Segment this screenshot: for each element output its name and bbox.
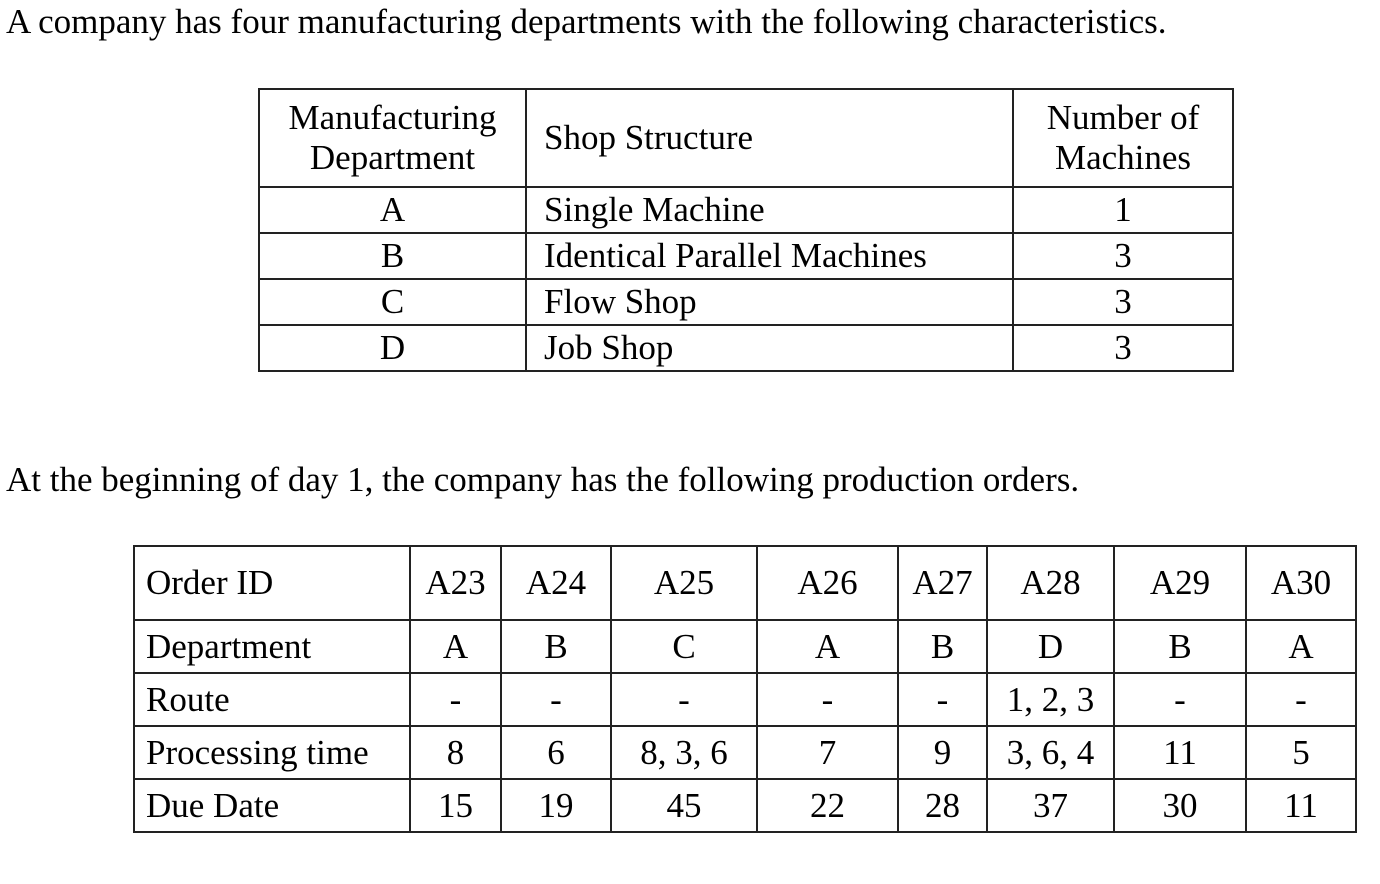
department-cell: B [259,233,526,279]
due-date-row [134,779,1356,832]
structure-cell: Single Machine [526,187,1013,233]
route-cell: - [611,673,757,726]
route-cell: - [1114,673,1246,726]
machines-cell: 3 [1013,279,1233,325]
processing-time-cell: 9 [898,726,987,779]
order-id-row [134,546,1356,620]
department-cell: A [1246,620,1356,673]
department-cell: A [410,620,501,673]
order-id-cell: A27 [898,546,987,620]
processing-time-cell: 7 [757,726,898,779]
department-cell: B [898,620,987,673]
table-row [259,325,1233,371]
structure-cell: Identical Parallel Machines [526,233,1013,279]
due-date-cell: 28 [898,779,987,832]
machines-cell: 3 [1013,233,1233,279]
label-route: Route [134,673,410,726]
due-date-cell: 22 [757,779,898,832]
order-id-cell: A26 [757,546,898,620]
department-cell: A [259,187,526,233]
due-date-cell: 19 [501,779,611,832]
order-id-cell: A23 [410,546,501,620]
processing-time-cell: 11 [1114,726,1246,779]
due-date-cell: 15 [410,779,501,832]
structure-cell: Flow Shop [526,279,1013,325]
department-cell: C [259,279,526,325]
processing-time-cell: 3, 6, 4 [987,726,1114,779]
route-cell: - [757,673,898,726]
order-id-cell: A29 [1114,546,1246,620]
machines-cell: 3 [1013,325,1233,371]
processing-time-cell: 5 [1246,726,1356,779]
department-cell: D [259,325,526,371]
due-date-cell: 45 [611,779,757,832]
route-cell: - [1246,673,1356,726]
header-manufacturing-department: Manufacturing Department [259,89,526,187]
order-id-cell: A25 [611,546,757,620]
department-cell: B [1114,620,1246,673]
header-number-of-machines: Number of Machines [1013,89,1233,187]
order-id-cell: A24 [501,546,611,620]
department-cell: C [611,620,757,673]
label-due-date: Due Date [134,779,410,832]
department-cell: D [987,620,1114,673]
order-id-cell: A28 [987,546,1114,620]
table-row [259,233,1233,279]
label-order-id: Order ID [134,546,410,620]
table-row [259,279,1233,325]
department-row [134,620,1356,673]
label-department: Department [134,620,410,673]
due-date-cell: 11 [1246,779,1356,832]
department-cell: A [757,620,898,673]
department-table [258,88,1234,372]
route-cell: - [410,673,501,726]
department-table-header-row [259,89,1233,187]
intro-paragraph: A company has four manufacturing departments with the following characteristics. [6,2,1167,41]
header-shop-structure: Shop Structure [526,89,1013,187]
processing-time-row [134,726,1356,779]
due-date-cell: 30 [1114,779,1246,832]
route-cell: - [501,673,611,726]
production-orders-table [133,545,1357,833]
table-row [259,187,1233,233]
machines-cell: 1 [1013,187,1233,233]
structure-cell: Job Shop [526,325,1013,371]
processing-time-cell: 6 [501,726,611,779]
due-date-cell: 37 [987,779,1114,832]
route-cell: - [898,673,987,726]
orders-intro-paragraph: At the beginning of day 1, the company has the following production orders. [6,460,1080,499]
department-cell: B [501,620,611,673]
route-cell: 1, 2, 3 [987,673,1114,726]
processing-time-cell: 8 [410,726,501,779]
order-id-cell: A30 [1246,546,1356,620]
processing-time-cell: 8, 3, 6 [611,726,757,779]
label-processing-time: Processing time [134,726,410,779]
route-row [134,673,1356,726]
